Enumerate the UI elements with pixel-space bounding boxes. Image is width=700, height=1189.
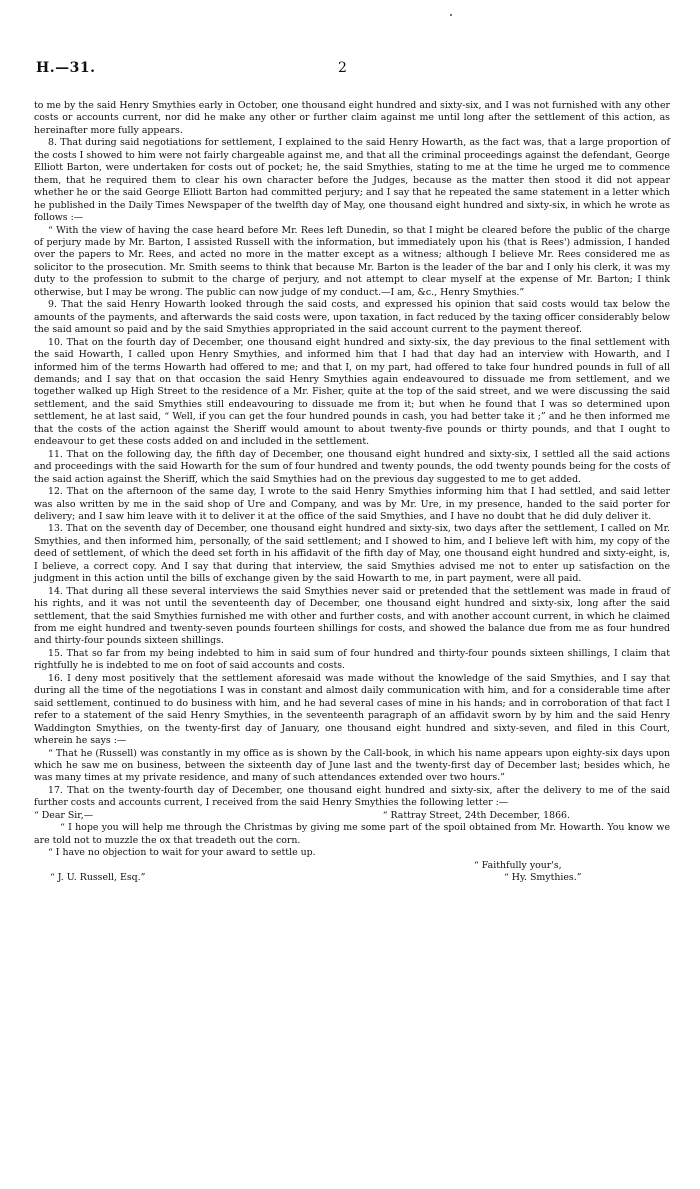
letter-body-1: “ I hope you will help me through the Christmas by giving me some part of the spoil obtained from Mr. Howarth. You know we are told not to muzzle the ox that treadeth out the corn. <box>34 822 670 846</box>
letter-signature-row <box>34 872 670 884</box>
quoted-letter-daily-times: “ With the view of having the case heard before Mr. Rees left Dunedin, so that I might be cleared before the public of the charge of perjury made by Mr. Barton, I assisted Russell with the information, but immediately upon his (that is Rees') admission, I handed over the papers to Mr. Rees, and acted no more in the matter except as a witness; although I believe Mr. Rees considered me as solicitor to the prosecution. Mr. Smith seems to think that because Mr. Barton is the leader of the bar and I only his clerk, it was my duty to the profession to submit to the charge of perjury, and not attempt to clear myself at the expense of Mr. Barton; I think otherwise, but I may be wrong. The public can now judge of my conduct.—I am, &c., Henry Smythies.” <box>34 224 670 298</box>
letter-addressee: “ J. U. Russell, Esq.” <box>50 872 146 884</box>
paragraph-continuation: to me by the said Henry Smythies early in October, one thousand eight hundred and sixty-six, and I was not furnished with any other costs or accounts current, nor did he make any other or further claim against me until long after the settlement of this action, as hereinafter more fully appears. <box>34 100 670 136</box>
letter-heading <box>34 810 670 822</box>
document-code: H.—31. <box>36 60 96 76</box>
page-number: 2 <box>338 60 347 76</box>
letter-salutation: “ Dear Sir,— <box>34 809 94 821</box>
letter-body-2: “ I have no objection to wait for your award to settle up. <box>48 847 316 859</box>
paragraph-15: 15. That so far from my being indebted to him in said sum of four hundred and thirty-four pounds sixteen shillings, I claim that rightfully he is indebted to me on foot of said accounts and costs. <box>34 647 670 672</box>
paragraph-17: 17. That on the twenty-fourth day of December, one thousand eight hundred and sixty-six, after the delivery to me of the said further costs and accounts current, I received from the said Henry Smythies the following letter :— <box>34 784 670 809</box>
paragraph-11: 11. That on the following day, the fifth day of December, one thousand eight hundred and sixty-six, I settled all the said actions and proceedings with the said Howarth for the sum of four hundred and twenty pounds, the odd twenty pounds being for the costs of the said action against the Sheriff, which the said Smythies had on the previous day suggested to me to get added. <box>34 448 670 485</box>
letter-closing-row <box>34 860 670 872</box>
document-body <box>34 100 670 885</box>
letter-closing: “ Faithfully your's, <box>474 859 562 871</box>
letter-signature: “ Hy. Smythies.” <box>504 872 582 884</box>
paragraph-9: 9. That the said Henry Howarth looked through the said costs, and expressed his opinion that said costs would tax below the amounts of the payments, and afterwards the said costs were, upon taxation, in fact reduced by the taxing officer considerably below the said amount so paid and by the said Smythies appropriated in the said account current to the payment thereof. <box>34 299 670 336</box>
page-header <box>32 60 668 80</box>
letter-address-date: “ Rattray Street, 24th December, 1866. <box>382 809 570 821</box>
document-page <box>32 0 672 1189</box>
paragraph-8: 8. That during said negotiations for settlement, I explained to the said Henry Howarth, as the fact was, that a large proportion of the costs I showed to him were not fairly chargeable against me, and that all the criminal proceedings against the defendant, George Elliott Barton, were undertaken for costs out of pocket; he, the said Smythies, stating to me at the time he urged me to commence them, that he required them to clear his own character before the Judges, because as the matter then stood it did not appear whether he or the said George Elliott Barton had committed perjury; and I say that he repeated the same statement in a letter which he published in the Daily Times Newspaper of the twelfth day of May, one thousand eight hundred and sixty-six, in which he wrote as follows :— <box>34 137 670 224</box>
page-mark <box>450 14 452 16</box>
paragraph-16: 16. I deny most positively that the settlement aforesaid was made without the knowledge of the said Smythies, and I say that during all the time of the negotiations I was in constant and almost daily communication with him, and for a considerable time after said settlement, continued to do business with him, and he had several cases of mine in his hands; and in corroboration of that fact I refer to a statement of the said Henry Smythies, in the seventeenth paragraph of an affidavit sworn by by him and the said Henry Waddington Smythies, on the twenty-first day of January, one thousand eight hundred and sixty-seven, and filed in this Court, wherein he says :— <box>34 672 670 747</box>
paragraph-14: 14. That during all these several interviews the said Smythies never said or pretended that the settlement was made in fraud of his rights, and it was not until the seventeenth day of December, one thousand eight hundred and sixty-six, long after the said settlement, that the said Smythies furnished me with other and further costs, and with another account current, in which he claimed from me eight hundred and twenty-seven pounds fourteen shillings for costs, and showed the balance due from me as four hundred and thirty-four pounds sixteen shillings. <box>34 585 670 647</box>
quoted-affidavit: “ That he (Russell) was constantly in my office as is shown by the Call-book, in which his name appears upon eighty-six days upon which he saw me on business, between the sixteenth day of June last and the twenty-first day of December last; besides which, he was many times at my private residence, and many of such attendances extended over two hours.” <box>34 747 670 784</box>
paragraph-12: 12. That on the afternoon of the same day, I wrote to the said Henry Smythies informing him that I had settled, and said letter was also written by me in the said shop of Ure and Company, and was by Mr. Ure, in my presence, handed to the said porter for delivery; and I saw him leave with it to deliver it at the office of the said Smythies, and I have no doubt that he did duly deliver it. <box>34 486 670 522</box>
paragraph-13: 13. That on the seventh day of December, one thousand eight hundred and sixty-six, two days after the settlement, I called on Mr. Smythies, and then informed him, personally, of the said settlement; and I showed to him, and I believe left with him, my copy of the deed of settlement, of which the deed set forth in his affidavit of the fifth day of May, one thousand eight hundred and sixty-eight, is, I believe, a correct copy. And I say that during that interview, the said Smythies advised me not to enter up satisfaction on the judgment in this action until the bills of exchange given by the said Howarth to me, in part payment, were all paid. <box>34 523 670 585</box>
paragraph-10: 10. That on the fourth day of December, one thousand eight hundred and sixty-six, the day previous to the final settlement with the said Howarth, I called upon Henry Smythies, and informed him that I had that day had an interview with Howarth, and I informed him of the terms Howarth had offered to me; and that I, on my part, had offered to take four hundred pounds in full of all demands; and I say that on that occasion the said Henry Smythies again endeavoured to dissuade me from settlement, and we together walked up High Street to the residence of a Mr. Fisher, quite at the top of the said street, and we were discussing the said settlement, and the said Smythies still endeavouring to dissuade me from it; but when he found that I was so determined upon settlement, he at last said, “ Well, if you can get the four hundred pounds in cash, you had better take it ;” and he then informed me that the costs of the action against the Sheriff would amount to about twenty-five pounds or thirty pounds, and that I ought to endeavour to get these costs added on and included in the settlement. <box>34 336 670 448</box>
